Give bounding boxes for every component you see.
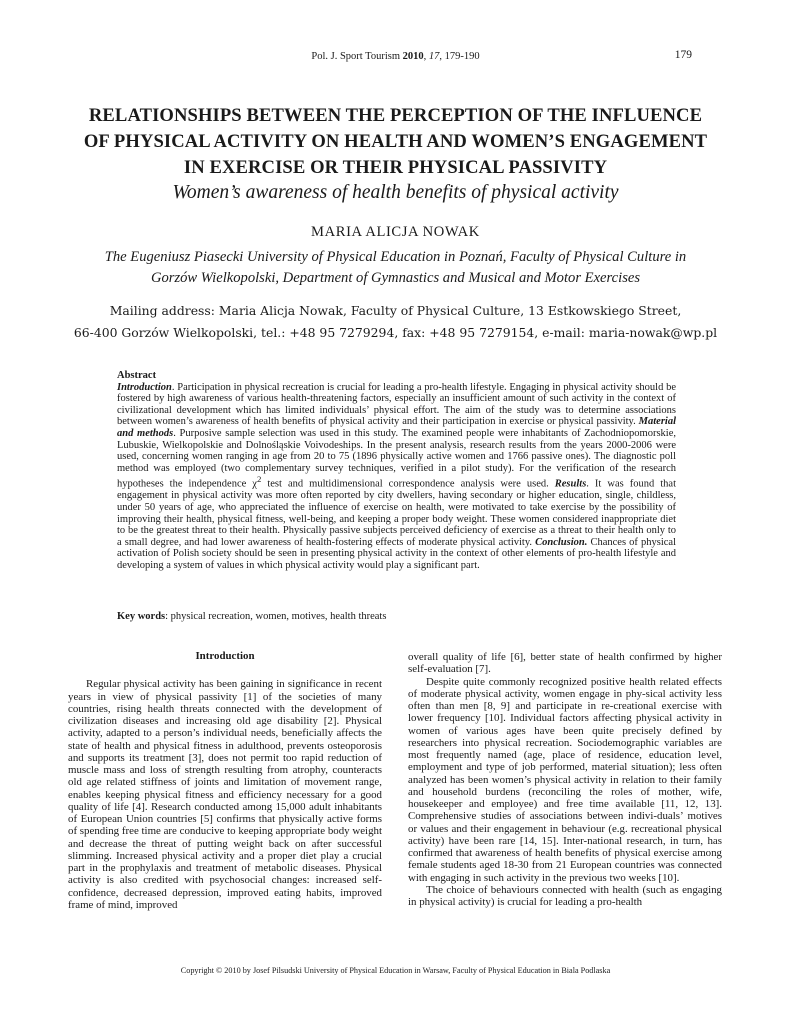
keywords-text: : physical recreation, women, motives, health threats <box>165 611 387 622</box>
title-line: RELATIONSHIPS BETWEEN THE PERCEPTION OF THE INFLUENCE <box>88 105 703 126</box>
journal-year: 2010 <box>402 51 424 62</box>
mailing-address <box>40 300 751 344</box>
body-paragraph: overall quality of life [6], better state of health confirmed by higher self-evaluation [7]. <box>408 651 722 676</box>
abstract-intro-label: Introduction <box>117 381 172 393</box>
body-paragraph: The choice of behaviours connected with health (such as engaging in physical activity) is crucial for leading a pro-health <box>408 883 722 908</box>
author-name: MARIA ALICJA NOWAK <box>311 224 480 240</box>
body-paragraph: Regular physical activity has been gaining in significance in recent years in view of physical passivity [1] of the societies of many countries, rising health threats connected with the development of civilization diseases and increasing old age disability [2]. Physical activity, adapted to a person’s individual needs, beneficially affects the state of health and physical fitness in adulthood, prevents osteoporosis and supports its treatment [3], does not permit too rapid reduction of muscle mass and loss of strength resulting from atrophy, counteracts old age related stiffness of joints and limitation of movement range, enables keeping physical fitness and efficiency necessary for a good quality of life [4]. Research conducted among 15,000 adult inhabitants of European Union countries [5] confirms that physically active forms of spending free time are conducive to keeping appropriate body weight and decrease the threat of putting weight back on after successful slimming. Increased physical activity and a proper diet play a crucial part in the prophylaxis and treatment of metabolic diseases. Physical activity is also credited with psychosocial changes: increased self-confidence, decreased depression, improved eating habits, improved frame of mind, improved <box>68 678 382 911</box>
journal-name: Pol. J. Sport Tourism <box>311 51 403 62</box>
page-number: 179 <box>674 49 692 61</box>
abstract-block <box>117 370 676 572</box>
journal-citation <box>0 51 791 62</box>
affiliation-line: Gorzów Wielkopolski, Department of Gymnastics and Musical and Motor Exercises <box>150 270 641 286</box>
section-heading-introduction: Introduction <box>195 650 255 662</box>
body-paragraph: Despite quite commonly recognized positive health related effects of moderate physical activity, women engage in phy-sical activity less often than men [8, 9] and participate in re-creational exercise with lower frequency [10]. Individual factors affecting physical activity in women of various ages have been quite precisely defined by researchers into physical recreation. Sociodemographic variables are most frequently named (age, place of residence, education level, employment and type of job performed, material situation); less often analyzed has been women’s physical activity in relation to their family and household burdens (reconciling the roles of mother, wife, housekeeper and employee) and free time available [11, 12, 13]. Comprehensive studies of associations between indivi-duals’ motives or values and their engagement in behaviour (e.g. recreational physical activity) have been rare [14, 15]. Inter-national research, in turn, has confirmed that awareness of health benefits of physical exercise among female students aged 18-30 from 21 European countries was connected with engaging in such activity in the previous two weeks [10]. <box>408 675 722 884</box>
chi-square-superscript: 2 <box>256 474 262 485</box>
mailing-line: Mailing address: Maria Alicja Nowak, Faculty of Physical Culture, 13 Estkowskiego Street, <box>109 303 682 318</box>
title-line: IN EXERCISE OR THEIR PHYSICAL PASSIVITY <box>183 157 608 178</box>
title-line: OF PHYSICAL ACTIVITY ON HEALTH AND WOMEN’S ENGAGEMENT <box>83 131 708 152</box>
keywords <box>117 611 676 622</box>
mailing-line: 66-400 Gorzów Wielkopolski, tel.: +48 95 7279294, fax: +48 95 7279154, e-mail: maria-nowak@wp.pl <box>73 325 718 340</box>
abstract-text <box>117 382 676 572</box>
keywords-label: Key words <box>117 611 166 622</box>
abstract-heading: Abstract <box>117 370 157 381</box>
author-affiliation <box>40 247 751 289</box>
article-subtitle: Women’s awareness of health benefits of physical activity <box>172 182 619 203</box>
journal-separator: , <box>423 51 429 62</box>
journal-volume: 17 <box>428 51 440 62</box>
abstract-conclusion-label: Conclusion. <box>535 536 588 548</box>
abstract-methods-text: . Purposive sample selection was used in this study. The examined people were inhabitants of Zachodniopomorskie, Lubuskie, Wielkopolskie and Dolnośląskie Voivodeships. In the present analysis, research results from the years 2000-2006 were used, concerning women ranging in age from 20 to 75 (1896 physically active women and 1766 passive ones). The diagnostic poll method was employed (two complementary survey techniques, verified in a pilot study). For the verification of the research hypotheses the independence χ <box>117 427 677 490</box>
copyright-footer: Copyright © 2010 by Josef Pilsudski University of Physical Education in Warsaw, Faculty of Physical Education in Biala Podlaska <box>180 966 611 975</box>
affiliation-line: The Eugeniusz Piasecki University of Physical Education in Poznań, Faculty of Physical Culture in <box>104 249 687 265</box>
article-title <box>40 103 751 181</box>
abstract-methods-label: Material and methods <box>117 416 676 439</box>
abstract-conclusion-text: Chances of physical activation of Polish society should be seen in presenting physical activity in the context of other elements of pro-health lifestyle and developing a system of values in which physical activity would play a significant part. <box>117 536 676 571</box>
abstract-methods-text-cont: test and multidimensional correspondence analysis were used. <box>261 478 555 490</box>
body-column-right <box>408 651 722 908</box>
body-column-left <box>68 650 382 911</box>
abstract-results-text: . It was found that engagement in physical activity was more often reported by city dwellers, having secondary or higher education, single, childless, under 50 years of age, who appreciated the influence of exercise on health, were motivated to take exercise by the possibility of improving their health, physical fitness, well-being, and keeping a proper body weight. These women considered inappropriate diet to be the greatest threat to their health. Physically passive subjects perceived deficiency of exercise as a threat to their health only to a small degree, and had lower awareness of health-fostering effects of moderate physical activity. <box>117 478 676 548</box>
abstract-results-label: Results <box>554 478 587 490</box>
journal-pages: , 179-190 <box>439 51 480 62</box>
abstract-intro-text: . Participation in physical recreation is crucial for leading a pro-health lifestyle. Engaging in physical activity should be fostered by high awareness of various health-threatening factors, especially an insufficient amount of such activity in the context of civilizational development which has limited individuals’ physical effort. The aim of the study was to determine associations between women’s awareness of health benefits of physical activity and their participation in exercise or physical passivity. <box>117 381 676 428</box>
